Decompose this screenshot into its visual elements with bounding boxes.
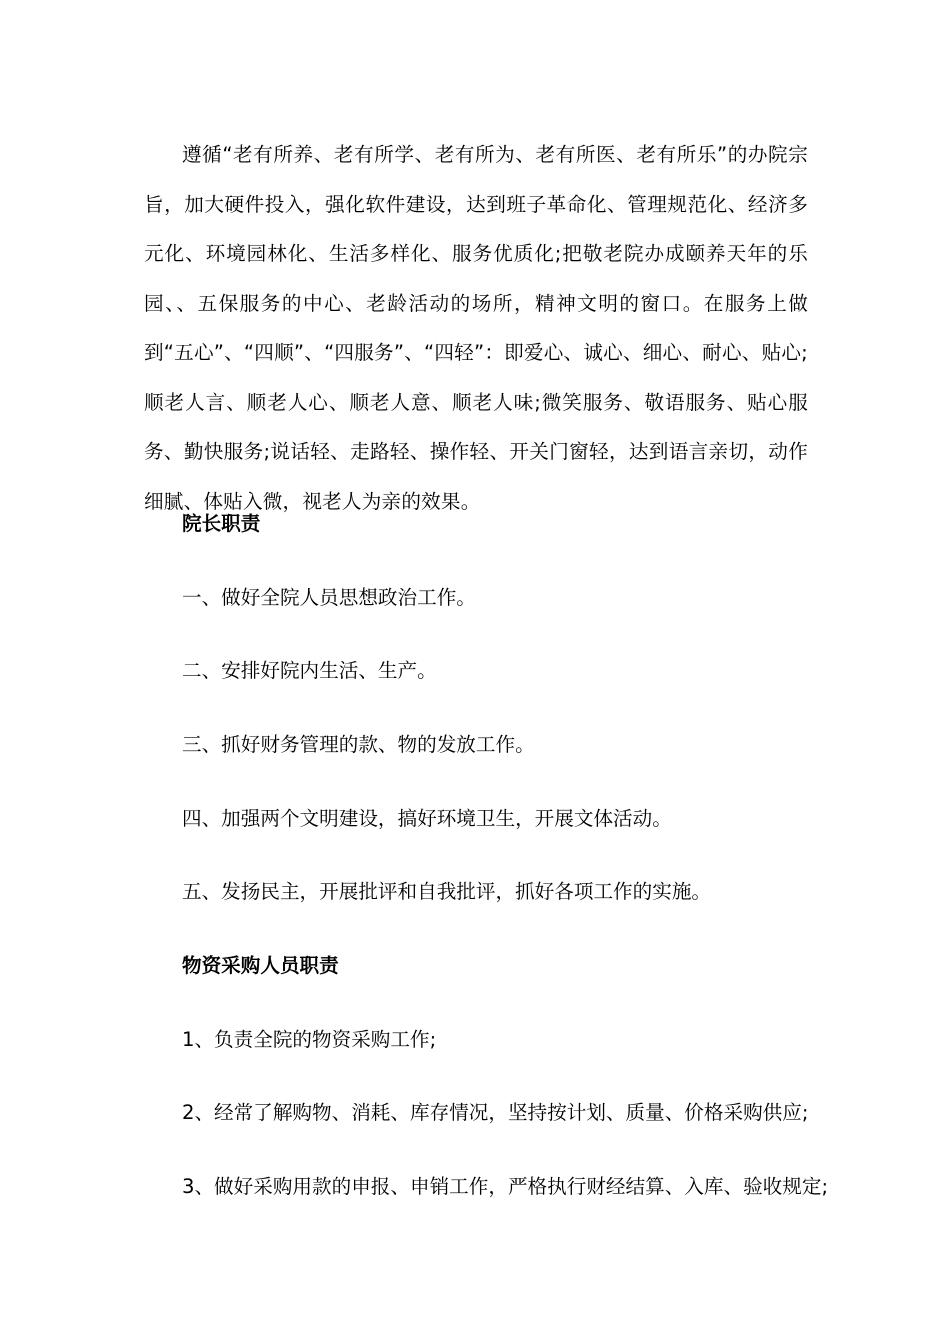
director-duty-item-4: 四、加强两个文明建设，搞好环境卫生，开展文体活动。 bbox=[182, 807, 672, 830]
director-duty-item-3: 三、抓好财务管理的款、物的发放工作。 bbox=[182, 733, 535, 756]
purchasing-duty-item-3: 3、做好采购用款的申报、申销工作，严格执行财经结算、入库、验收规定; bbox=[182, 1175, 829, 1198]
intro-paragraph: 遵循“老有所养、老有所学、老有所为、老有所医、老有所乐”的办院宗旨，加大硬件投入，强化软件建设，达到班子革命化、管理规范化、经济多元化、环境园林化、生活多样化、服务优质化;把敬老院办成颐养天年的乐园、、五保服务的中心、老龄活动的场所，精神文明的窗口。在服务上做到“五心”、“四顺”、“四服务”、“四轻”：即爱心、诚心、细心、耐心、贴心;顺老人言、顺老人心、顺老人意、顺老人味;微笑服务、敬语服务、贴心服务、勤快服务;说话轻、走路轻、操作轻、开关门窗轻，达到语言亲切，动作细腻、体贴入微，视老人为亲的效果。 bbox=[144, 143, 808, 513]
director-duties-heading: 院长职责 bbox=[182, 512, 261, 535]
purchasing-duties-heading: 物资采购人员职责 bbox=[182, 954, 339, 977]
director-duty-item-2: 二、安排好院内生活、生产。 bbox=[182, 659, 437, 682]
director-duty-item-1: 一、做好全院人员思想政治工作。 bbox=[182, 586, 476, 609]
director-duty-item-5: 五、发扬民主，开展批评和自我批评，抓好各项工作的实施。 bbox=[182, 880, 712, 903]
purchasing-duty-item-2: 2、经常了解购物、消耗、库存情况，坚持按计划、质量、价格采购供应; bbox=[182, 1101, 809, 1124]
purchasing-duty-item-1: 1、负责全院的物资采购工作; bbox=[182, 1028, 437, 1051]
